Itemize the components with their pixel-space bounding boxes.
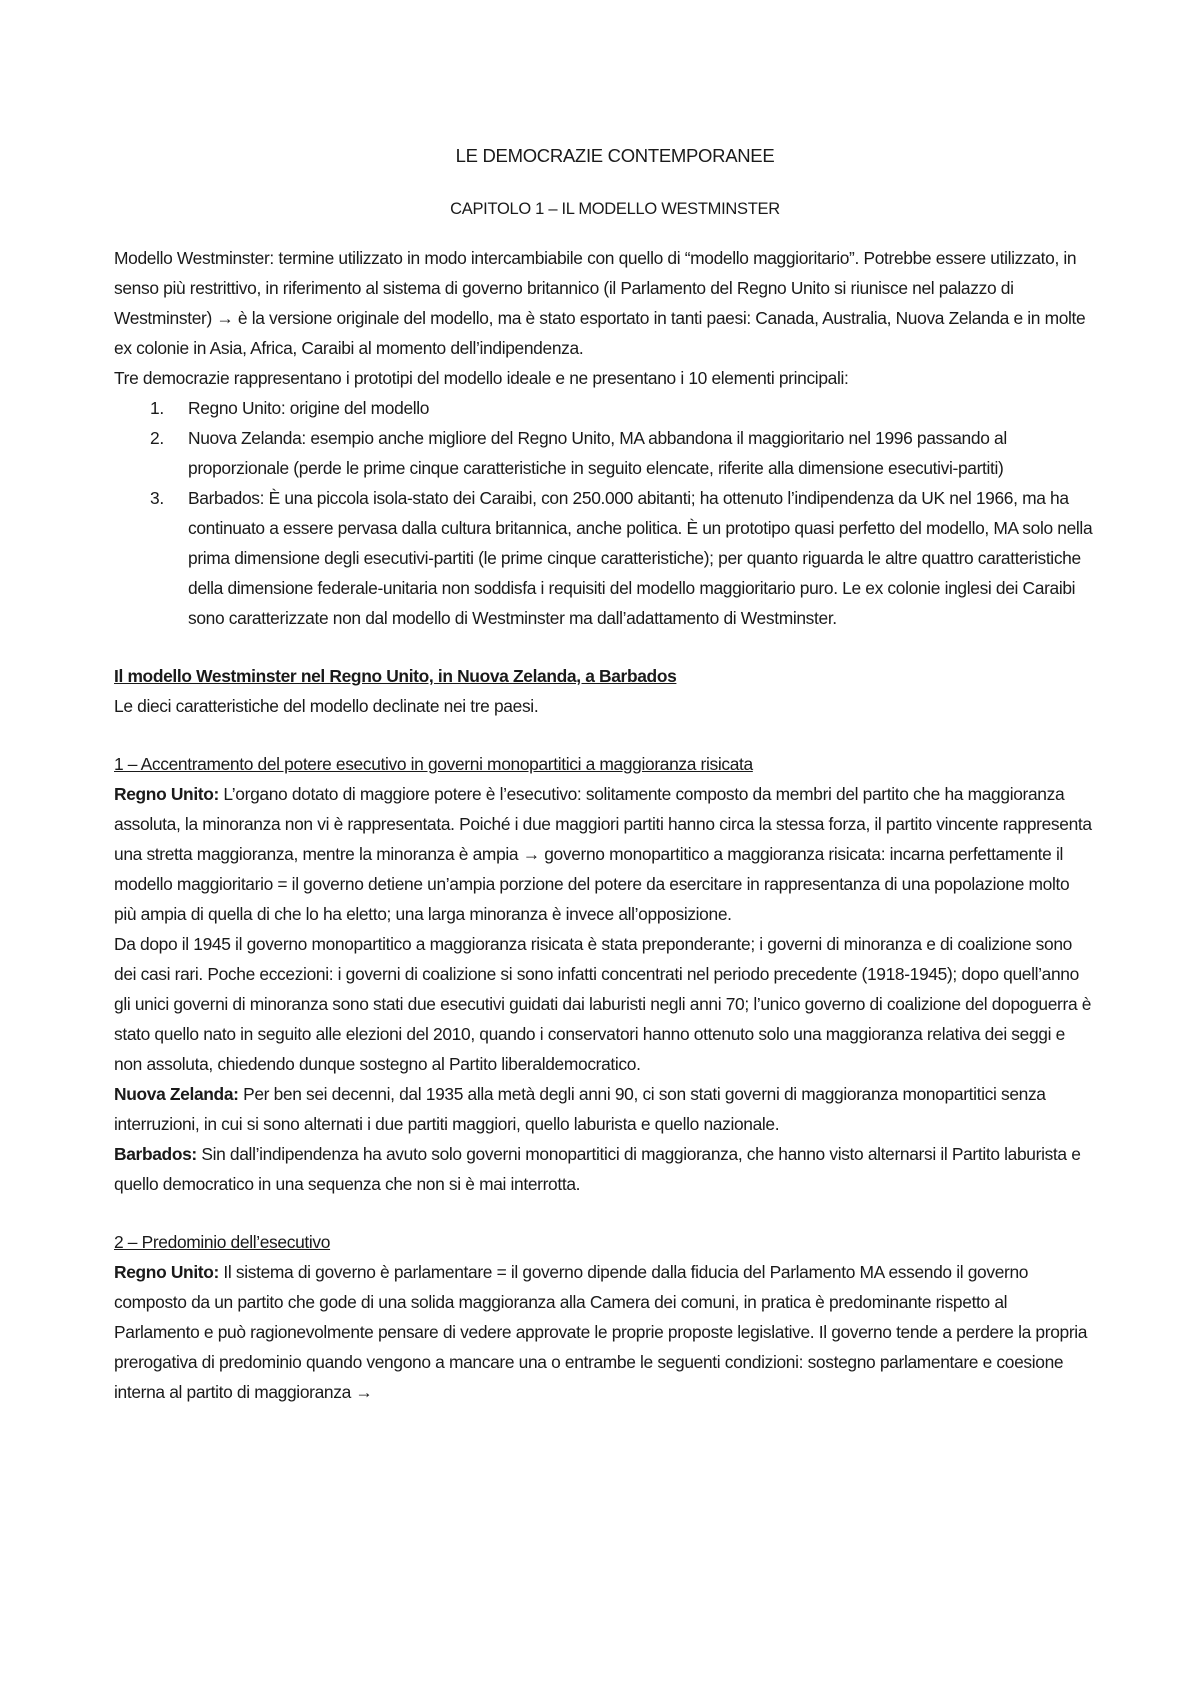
spacer	[114, 721, 1094, 749]
spacer	[114, 1199, 1094, 1227]
list-number: 2.	[150, 428, 164, 448]
country-label: Nuova Zelanda:	[114, 1084, 239, 1104]
spacer	[114, 633, 1094, 661]
feature-heading: 2 – Predominio dell’esecutivo	[114, 1232, 331, 1252]
list-item	[114, 483, 1094, 633]
list-number: 3.	[150, 488, 164, 508]
feature-paragraph: Regno Unito: Il sistema di governo è parlamentare = il governo dipende dalla fiducia del Parlamento MA essendo il governo composto da un partito che gode di una solida maggioranza alla Camera dei comuni, in pratica è predominante rispetto al Parlamento e può ragionevolmente pensare di vedere approvate le proprie proposte legislative. Il governo tende a perdere la propria prerogativa di predominio quando vengono a mancare una o entrambe le seguenti condizioni: sostegno parlamentare e coesione interna al partito di maggioranza →	[114, 1262, 1088, 1402]
section-heading: Il modello Westminster nel Regno Unito, in Nuova Zelanda, a Barbados	[114, 666, 677, 686]
section-subtitle: Le dieci caratteristiche del modello declinate nei tre paesi.	[114, 696, 539, 716]
list-item	[114, 423, 1094, 483]
country-label: Regno Unito:	[114, 784, 219, 804]
feature-paragraph: Barbados: Sin dall’indipendenza ha avuto solo governi monopartitici di maggioranza, che hanno visto alternarsi il Partito laburista e quello democratico in una sequenza che non si è mai interrotta.	[114, 1144, 1081, 1194]
intro-paragraph: Modello Westminster: termine utilizzato in modo intercambiabile con quello di “modello maggioritario”. Potrebbe essere utilizzato, in senso più restrittivo, in riferimento al sistema di governo britannico (il Parlamento del Regno Unito si riunisce nel palazzo di Westminster) → è la versione originale del modello, ma è stato esportato in tanti paesi: Canada, Australia, Nuova Zelanda e in molte ex colonie in Asia, Africa, Caraibi al momento dell’indipendenza.	[114, 248, 1086, 358]
document-body	[114, 142, 1094, 1407]
country-label: Barbados:	[114, 1144, 197, 1164]
list-item	[114, 393, 1094, 423]
list-text: Barbados: È una piccola isola-stato dei Caraibi, con 250.000 abitanti; ha ottenuto l’indipendenza da UK nel 1966, ma ha continuato a essere pervasa dalla cultura britannica, anche politica. È un prototipo quasi perfetto del modello, MA solo nella prima dimensione degli esecutivi-partiti (le prime cinque caratteristiche); per quanto riguarda le altre quattro caratteristiche della dimensione federale-unitaria non soddisfa i requisiti del modello maggioritario puro. Le ex colonie inglesi dei Caraibi sono caratterizzate non dal modello di Westminster ma dall’adattamento di Westminster.	[188, 488, 1093, 628]
document-title: LE DEMOCRAZIE CONTEMPORANEE	[455, 145, 775, 166]
feature-paragraph: Nuova Zelanda: Per ben sei decenni, dal 1935 alla metà degli anni 90, ci son stati governi di maggioranza monopartitici senza interruzioni, in cui si sono alternati i due partiti maggiori, quello laburista e quello nazionale.	[114, 1084, 1046, 1134]
prototype-list	[114, 393, 1094, 633]
country-label: Regno Unito:	[114, 1262, 219, 1282]
feature-paragraph: Regno Unito: L’organo dotato di maggiore potere è l’esecutivo: solitamente composto da membri del partito che ha maggioranza assoluta, la minoranza non vi è rappresentata. Poiché i due maggiori partiti hanno circa la stessa forza, il partito vincente rappresenta una stretta maggioranza, mentre la minoranza è ampia → governo monopartitico a maggioranza risicata: incarna perfettamente il modello maggioritario = il governo detiene un’ampia porzione del potere da esercitare in rappresentanza di una popolazione molto più ampia di quella di che lo ha eletto; una larga minoranza è invece all’opposizione.	[114, 784, 1092, 924]
intro-paragraph: Tre democrazie rappresentano i prototipi del modello ideale e ne presentano i 10 elementi principali:	[114, 368, 849, 388]
list-text: Nuova Zelanda: esempio anche migliore del Regno Unito, MA abbandona il maggioritario nel 1996 passando al proporzionale (perde le prime cinque caratteristiche in seguito elencate, riferite alla dimensione esecutivi-partiti)	[188, 428, 1007, 478]
feature-heading: 1 – Accentramento del potere esecutivo in governi monopartitici a maggioranza risicata	[114, 754, 753, 774]
list-text: Regno Unito: origine del modello	[188, 398, 430, 418]
feature-paragraph: Da dopo il 1945 il governo monopartitico a maggioranza risicata è stata preponderante; i governi di minoranza e di coalizione sono dei casi rari. Poche eccezioni: i governi di coalizione si sono infatti concentrati nel periodo precedente (1918-1945); dopo quell’anno gli unici governi di minoranza sono stati due esecutivi guidati dai laburisti negli anni 70; l’unico governo di coalizione del dopoguerra è stato quello nato in seguito alle elezioni del 2010, quando i conservatori hanno ottenuto solo una maggioranza relativa dei seggi e non assoluta, chiedendo dunque sostegno al Partito liberaldemocratico.	[114, 934, 1092, 1074]
list-number: 1.	[150, 398, 164, 418]
chapter-title: CAPITOLO 1 – IL MODELLO WESTMINSTER	[450, 200, 780, 218]
